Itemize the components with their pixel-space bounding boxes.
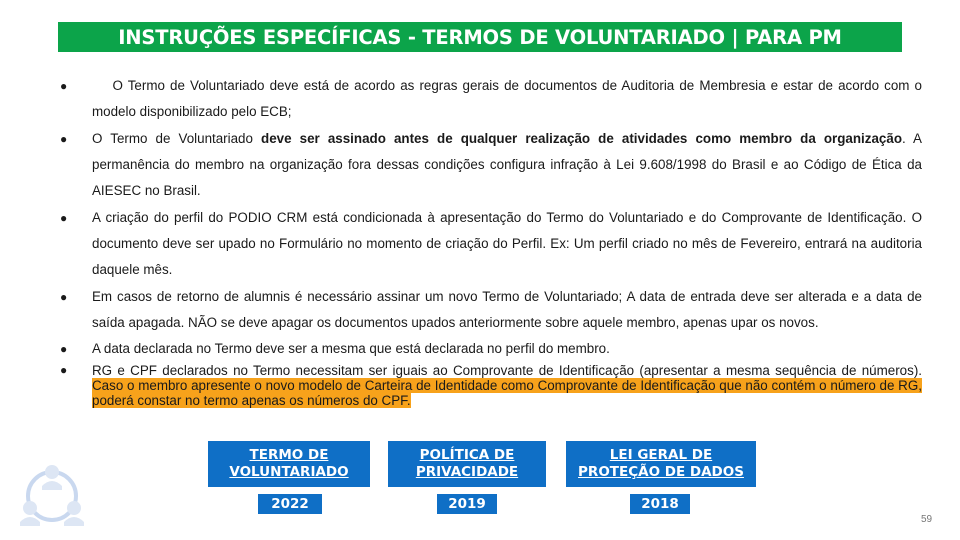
people-circle-logo-icon (16, 458, 88, 530)
button-label-line2: PRIVACIDADE (415, 464, 519, 480)
list-item (60, 284, 922, 336)
bullet-icon: ● (60, 79, 68, 93)
year-badge: 2022 (258, 494, 322, 514)
list-item (60, 363, 922, 408)
button-label-line1: LEI GERAL DE (609, 447, 713, 463)
bullet-icon: ● (60, 211, 68, 225)
bullet-text-continued: . A permanência do membro na organização fora dessas condições configura infração à Lei 9.608/1998 do Brasil e ao Código de Ética da AIESEC no Brasil. (92, 131, 922, 198)
page-title: INSTRUÇÕES ESPECÍFICAS - TERMOS DE VOLUNTARIADO | PARA PM (58, 22, 902, 52)
bullet-text: O Termo de Voluntariado deve está de acordo as regras gerais de documentos de Auditoria de Membresia e estar de acordo com o modelo disponibilizado pelo ECB; (92, 78, 926, 119)
bullet-icon: ● (60, 290, 68, 304)
button-label-line2: VOLUNTARIADO (229, 464, 349, 480)
politica-privacidade-link-button[interactable] (388, 441, 546, 487)
list-item (60, 336, 922, 362)
bullet-text: A data declarada no Termo deve ser a mesma que está declarada no perfil do membro. (92, 341, 610, 356)
list-item (60, 205, 922, 283)
bullet-text: Em casos de retorno de alumnis é necessário assinar um novo Termo de Voluntariado; A data de entrada deve ser alterada e a data de saída apagada. NÃO se deve apagar os documentos upados anteriormente sobre aquele membro, apenas upar os novos. (92, 289, 922, 330)
bullet-icon: ● (60, 363, 68, 377)
bullet-text: A criação do perfil do PODIO CRM está condicionada à apresentação do Termo do Voluntariado e do Comprovante de Identificação. O documento deve ser upado no Formulário no momento de criação do Perfil. Ex: Um perfil criado no mês de Fevereiro, entrará na auditoria daquele mês. (92, 210, 922, 277)
list-item (60, 126, 922, 204)
lgpd-link-button[interactable] (566, 441, 756, 487)
page-number: 59 (921, 514, 933, 525)
bullet-text: RG e CPF declarados no Termo necessitam ser iguais ao Comprovante de Identificação (apresentar a mesma sequência de números). (92, 363, 922, 378)
termo-voluntariado-link-button[interactable] (208, 441, 370, 487)
bullet-text: O Termo de Voluntariado (92, 131, 262, 146)
bullet-icon: ● (60, 342, 68, 356)
year-badge: 2019 (437, 494, 497, 514)
year-badge: 2018 (630, 494, 690, 514)
list-item (60, 73, 926, 125)
button-label-line2: PROTEÇÃO DE DADOS (578, 464, 744, 480)
highlighted-note: Caso o membro apresente o novo modelo de Carteira de Identidade como Comprovante de Identificação que não contém o número de RG, poderá constar no termo apenas os números do CPF. (92, 378, 922, 408)
instructions-list (60, 73, 926, 408)
bullet-text-bold: deve ser assinado antes de qualquer realização de atividades como membro da organização (261, 131, 902, 146)
bullet-icon: ● (60, 132, 68, 146)
button-label-line1: TERMO DE (249, 447, 329, 463)
button-label-line1: POLÍTICA DE (419, 447, 515, 463)
